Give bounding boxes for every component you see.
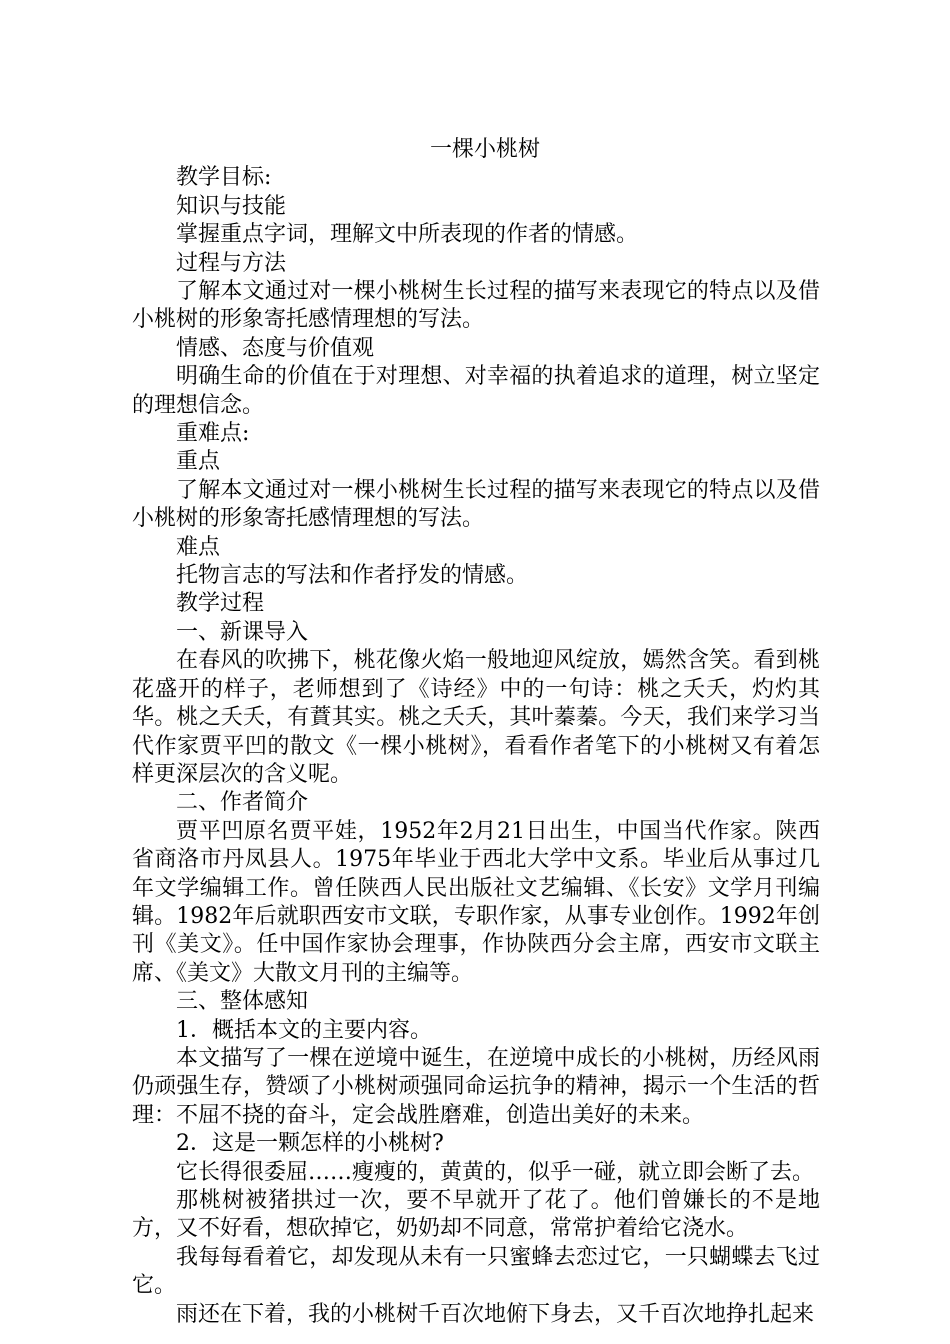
paragraph-difficulty: 难点 (176, 534, 221, 560)
section-heading-introduction: 一、新课导入 (176, 619, 309, 645)
paragraph: 本文描写了一棵在逆境中诞生，在逆境中成长的小桃树，历经风雨仍顽强生存，赞颂了小桃树顽强同命运抗争的精神，揭示一个生活的哲理：不屈不挠的奋斗，定会战胜磨难，创造出美好的未来。 (132, 1045, 820, 1128)
paragraph: 了解本文通过对一棵小桃树生长过程的描写来表现它的特点以及借小桃树的形象寄托感情理想的写法。 (132, 279, 820, 333)
paragraph: 掌握重点字词，理解文中所表现的作者的情感。 (176, 222, 639, 248)
paragraph: 它长得很委屈……瘦瘦的，黄黄的，似乎一碰，就立即会断了去。 (176, 1159, 815, 1185)
paragraph: 雨还在下着，我的小桃树千百次地俯下身去，又千百次地挣扎起来 (176, 1301, 815, 1327)
document-title: 一棵小桃树 (429, 137, 540, 162)
paragraph-teaching-process: 教学过程 (176, 591, 265, 617)
paragraph-process-method: 过程与方法 (176, 250, 287, 276)
paragraph-teaching-goals: 教学目标: (176, 165, 272, 191)
paragraph: 托物言志的写法和作者抒发的情感。 (176, 563, 529, 589)
section-heading-overall: 三、整体感知 (176, 989, 309, 1015)
paragraph: 那桃树被猪拱过一次，要不早就开了花了。他们曾嫌长的不是地方，又不好看，想砍掉它，奶奶却不同意，常常护着给它浇水。 (132, 1188, 820, 1242)
paragraph-key-points: 重难点: (176, 421, 250, 447)
paragraph-knowledge-skills: 知识与技能 (176, 193, 287, 219)
paragraph: 贾平凹原名贾平娃，1952年2月21日出生，中国当代作家。陕西省商洛市丹凤县人。1975年毕业于西北大学中文系。毕业后从事过几年文学编辑工作。曾任陕西人民出版社文艺编辑、《长安》文学月刊编辑。1982年后就职西安市文联，专职作家，从事专业创作。1992年创刊《美文》。任中国作家协会理事，作协陕西分会主席，西安市文联主席、《美文》大散文月刊的主编等。 (132, 818, 820, 986)
paragraph-emotion-values: 情感、态度与价值观 (176, 335, 375, 361)
document-page (132, 136, 820, 1329)
paragraph: 明确生命的价值在于对理想、对幸福的执着追求的道理，树立坚定的理想信念。 (132, 364, 820, 418)
question-2: 2．这是一颗怎样的小桃树? (176, 1131, 444, 1157)
paragraph: 我每每看着它，却发现从未有一只蜜蜂去恋过它，一只蝴蝶去飞过它。 (132, 1244, 820, 1299)
section-heading-author: 二、作者简介 (176, 790, 309, 816)
question-1: 1．概括本文的主要内容。 (176, 1017, 432, 1043)
paragraph: 了解本文通过对一棵小桃树生长过程的描写来表现它的特点以及借小桃树的形象寄托感情理想的写法。 (132, 477, 820, 532)
paragraph: 在春风的吹拂下，桃花像火焰一般地迎风绽放，嫣然含笑。看到桃花盛开的样子，老师想到了《诗经》中的一句诗：桃之夭夭，灼灼其华。桃之夭夭，有蕡其实。桃之夭夭，其叶蓁蓁。今天，我们来学习当代作家贾平凹的散文《一棵小桃树》，看看作者笔下的小桃树又有着怎样更深层次的含义呢。 (132, 648, 820, 787)
paragraph-focus: 重点 (176, 449, 221, 475)
